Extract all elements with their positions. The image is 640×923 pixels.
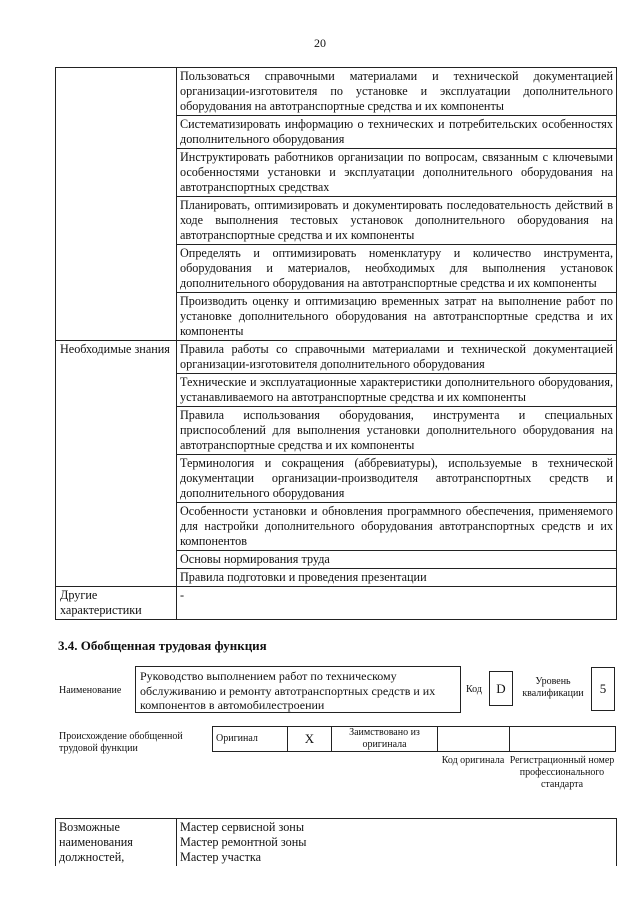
skill-item: Систематизировать информацию о технических и потребительских особенностях дополнительного оборудования	[177, 116, 617, 149]
skill-item: Инструктировать работников организации по вопросам, связанным с ключевыми особенностями установки и эксплуатации дополнительного оборудования на автотранспортных средствах	[177, 149, 617, 197]
knowledge-item: Технические и эксплуатационные характеристики дополнительного оборудования, устанавливаемого на автотранспортные средства и их компоненты	[177, 374, 617, 407]
positions-label: Возможные наименования должностей,	[56, 819, 177, 867]
borrowed-label: Заимствовано из оригинала	[332, 727, 438, 752]
level-label: Уровень квалификации	[522, 676, 584, 699]
function-name-box: Руководство выполнением работ по техническому обслуживанию и ремонту автотранспортных средств и их компонентов в автомобилестроении	[135, 666, 461, 713]
origin-code-label: Код оригинала	[441, 755, 505, 766]
skills-knowledge-table	[55, 67, 617, 620]
name-label: Наименование	[59, 685, 122, 696]
origin-label: Происхождение обобщенной трудовой функции	[59, 731, 183, 754]
positions-table	[55, 818, 617, 866]
knowledge-item: Правила использования оборудования, инструмента и специальных приспособлений для выполнения установки дополнительного оборудования на автотранспортные средства и их компоненты	[177, 407, 617, 455]
knowledge-item: Правила работы со справочными материалами и технической документацией организации-изготовителя дополнительного оборудования	[177, 341, 617, 374]
position-item: Мастер сервисной зоны	[180, 820, 305, 834]
original-label: Оригинал	[213, 727, 288, 752]
position-item: Мастер участка	[180, 850, 262, 864]
other-characteristics-label: Другие характеристики	[56, 587, 177, 620]
reg-number-cell	[510, 727, 616, 752]
positions-list	[177, 819, 617, 867]
skill-item: Пользоваться справочными материалами и технической документацией организации-изготовителя по установке и эксплуатации дополнительного оборудования на автотранспортные средства и их компоненты	[177, 68, 617, 116]
level-value: 5	[591, 667, 615, 711]
origin-table	[212, 726, 616, 752]
skill-item: Определять и оптимизировать номенклатуру и количество инструмента, оборудования и материалов, необходимых для выполнения установок дополнительного оборудования на автотранспортные средства и их компоненты	[177, 245, 617, 293]
knowledge-item: Правила подготовки и проведения презентации	[177, 569, 617, 587]
table-row	[56, 819, 617, 867]
code-label: Код	[466, 684, 482, 695]
original-mark: X	[288, 727, 332, 752]
origin-code-cell	[438, 727, 510, 752]
skill-item: Планировать, оптимизировать и документировать последовательность действий в ходе выполнения тестовых установок дополнительного оборудования на автотранспортные средства и их компоненты	[177, 197, 617, 245]
knowledge-item: Особенности установки и обновления программного обеспечения, применяемого для настройки дополнительного оборудования автотранспортных средств и их компонентов	[177, 503, 617, 551]
section-title: 3.4. Обобщенная трудовая функция	[58, 638, 267, 653]
knowledge-item: Терминология и сокращения (аббревиатуры), используемые в технической документации организации-производителя автотранспортных средств и дополнительного оборудования	[177, 455, 617, 503]
table-row	[213, 727, 616, 752]
table-row	[56, 341, 617, 374]
skills-label-cell	[56, 68, 177, 341]
reg-number-label: Регистрационный номер профессионального стандарта	[509, 755, 615, 790]
skill-item: Производить оценку и оптимизацию временных затрат на выполнение работ по установке дополнительного оборудования на автотранспортные средства и их компоненты	[177, 293, 617, 341]
table-row	[56, 587, 617, 620]
position-item: Мастер ремонтной зоны	[180, 835, 307, 849]
knowledge-item: Основы нормирования труда	[177, 551, 617, 569]
code-value: D	[489, 671, 513, 706]
table-row	[56, 68, 617, 116]
other-characteristics-value: -	[177, 587, 617, 620]
knowledge-label: Необходимые знания	[56, 341, 177, 587]
page-number: 20	[314, 36, 326, 50]
